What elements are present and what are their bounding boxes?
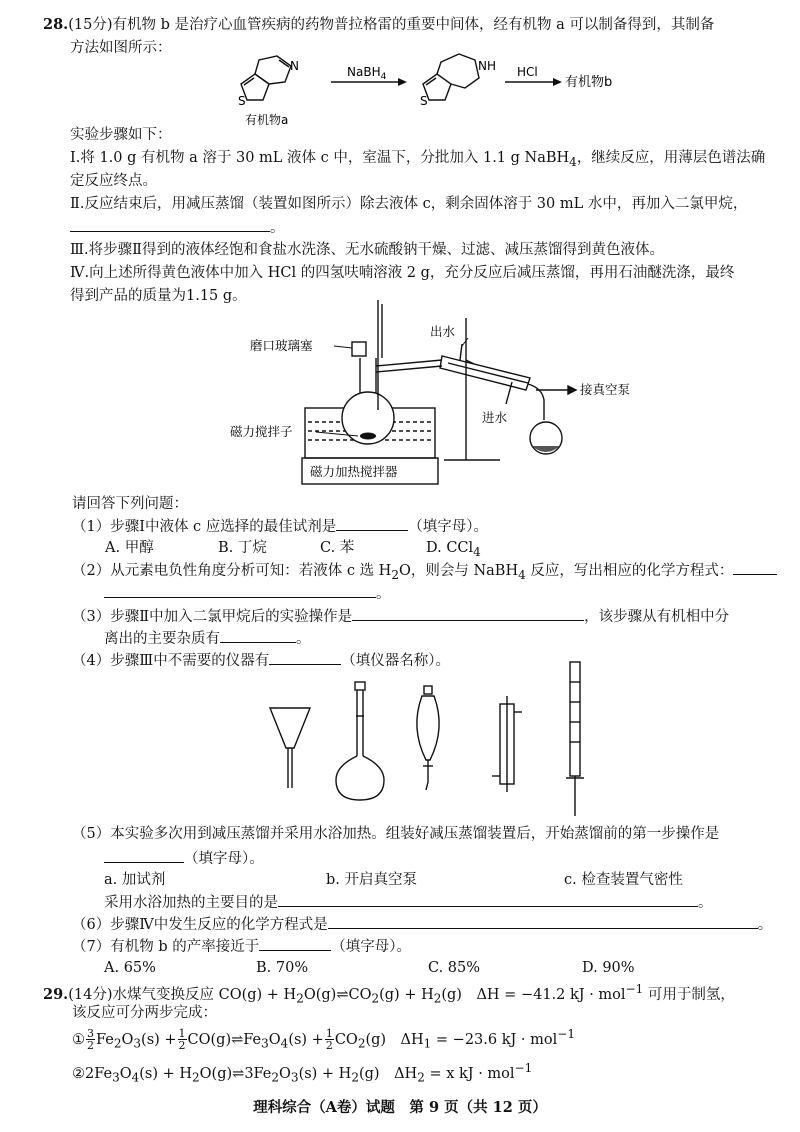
p1-blank[interactable] — [336, 516, 408, 531]
answer-prompt: 请回答下列问题： — [72, 496, 188, 512]
p1-option-a: A. 甲醇 — [105, 540, 154, 556]
condenser-icon — [492, 696, 522, 792]
equilibrium-arrow-icon: ⇌ — [231, 1031, 244, 1048]
step2-line2: 。 — [70, 217, 285, 239]
compound-a-s-atom: S — [238, 94, 246, 108]
compound-a-n-atom: N — [290, 59, 299, 73]
label-stir-bar: 磁力搅拌子 — [230, 424, 293, 439]
step1-line1: Ⅰ.将 1.0 g 有机物 a 溶于 30 mL 液体 c 中，室温下，分批加入 1.1 g NaBH$_4$，继续反应，用薄层色谱法确 — [70, 150, 766, 169]
q28-p6: （6）步骤Ⅳ中发生反应的化学方程式是 。 — [72, 914, 772, 936]
step4-line2: 得到产品的质量为1.15 g。 — [70, 288, 247, 304]
step3-line: Ⅲ.将步骤Ⅱ得到的液体经饱和食盐水洗涤、无水硫酸钠干燥、过滤、减压蒸馏得到黄色液体。 — [70, 242, 664, 258]
p5-blank-a[interactable] — [104, 848, 184, 863]
fraction-3-2: $\frac{3}{2}$ — [87, 1026, 94, 1053]
reagent-hcl: HCl — [517, 65, 538, 79]
p5-option-c: c. 检查装置气密性 — [564, 872, 683, 888]
q28-intro-line1 — [43, 14, 714, 36]
q28-p3-cont: 离出的主要杂质有 。 — [104, 628, 311, 650]
burette-icon — [566, 662, 584, 816]
intermediate-s-atom: S — [420, 94, 428, 108]
p3-blank-b[interactable] — [220, 628, 296, 643]
volumetric-flask-icon — [336, 682, 384, 800]
q29-reaction-1: ① $\frac{3}{2}$ $Fe_2O_3(s)$ + $\frac{1}{2}$ $CO(g)\rightleftharpoons Fe_3O_4(s)$ + $\frac{1}{2}$ $CO_2(g)$ $\Delta H_1 = -23.6$ kJ · mol$^{-1}$ — [72, 1026, 575, 1053]
fraction-1-2-a: $\frac{1}{2}$ — [178, 1026, 186, 1053]
arrow-2-head — [553, 78, 562, 86]
p5-option-b: b. 开启真空泵 — [326, 872, 417, 888]
label-vacuum: 接真空泵 — [580, 382, 631, 397]
q28-score: (15分) — [68, 17, 113, 33]
q28-p2: （2）从元素电负性角度分析可知：若液体 c 选 $H_2O$，则会与 NaBH$_4$ 反应，写出相应的化学方程式： — [72, 560, 777, 584]
q28-intro-text: 有机物 b 是治疗心血管疾病的药物普拉格雷的重要中间体，经有机物 a 可以制备得到，其制备 — [112, 17, 715, 33]
p7-option-c: C. 85% — [428, 960, 481, 976]
q29-score: (14分) — [68, 986, 113, 1003]
equilibrium-arrow-icon: ⇌ — [336, 986, 349, 1003]
p7-option-a: A. 65% — [104, 960, 156, 976]
p5-option-a: a. 加试剂 — [104, 872, 166, 888]
distillation-apparatus — [230, 300, 670, 490]
fraction-1-2-b: $\frac{1}{2}$ — [325, 1026, 333, 1053]
equilibrium-arrow-icon: ⇌ — [232, 1065, 245, 1082]
compound-a-label: 有机物a — [245, 113, 289, 127]
p5-blank-b[interactable] — [278, 892, 698, 907]
q28-p5-purpose: 采用水浴加热的主要目的是 。 — [104, 892, 713, 914]
page-footer: 理科综合（A卷）试题 第 9 页（共 12 页） — [253, 1099, 547, 1116]
intermediate-structure — [423, 54, 479, 100]
ground-glass-stopper — [352, 342, 366, 356]
step2-blank[interactable] — [70, 217, 270, 232]
p6-blank[interactable] — [328, 914, 758, 929]
reagent-nabh4: NaBH$_4$ — [347, 65, 387, 82]
condenser — [440, 356, 530, 390]
q28-p2-cont: 。 — [104, 583, 391, 605]
q28-p3: （3）步骤Ⅱ中加入二氯甲烷后的实验操作是 ，该步骤从有机相中分 — [72, 606, 729, 628]
q28-p4: （4）步骤Ⅲ中不需要的仪器有 （填仪器名称）。 — [72, 650, 450, 672]
p7-option-d: D. 90% — [582, 960, 635, 976]
steps-title: 实验步骤如下： — [70, 127, 172, 143]
label-water-in: 进水 — [482, 410, 508, 425]
q28-p5-cont: （填字母）。 — [104, 848, 264, 870]
q29-reaction-2: $②2Fe_3O_4(s)$ + $H_2O(g)\rightleftharpoons 3Fe_2O_3(s) + H_2(g)$ $\Delta H_2 = x$ kJ · mol$^{-1}$ — [72, 1061, 533, 1085]
label-stirrer: 磁力加热搅拌器 — [310, 464, 398, 479]
q28-p1: （1）步骤Ⅰ中液体 c 应选择的最佳试剂是 （填字母）。 — [72, 516, 488, 538]
funnel-icon — [270, 708, 310, 788]
intermediate-nh-label: NH — [478, 59, 496, 73]
p3-blank-a[interactable] — [352, 606, 584, 621]
p7-option-b: B. 70% — [256, 960, 309, 976]
p1-option-b: B. 丁烷 — [218, 540, 267, 556]
label-water-out: 出水 — [430, 324, 456, 339]
p2-blank-b[interactable] — [104, 583, 376, 598]
q28-p5: （5）本实验多次用到减压蒸馏并采用水浴加热。组装好减压蒸馏装置后，开始蒸馏前的第一步操作是 — [72, 826, 720, 842]
compound-a-structure — [241, 56, 291, 100]
q29-intro-line2: 该反应可分两步完成： — [72, 1005, 217, 1021]
q29-intro-line1: 29.(14分)水煤气变换反应 $CO(g) + H_2O(g)\rightleftharpoons CO_2(g) + H_2(g)$ ΔH = −41.2 kJ · mol$^{-1}$ 可用于制氢， — [43, 982, 735, 1006]
p1-option-c: C. 苯 — [320, 540, 355, 556]
p1-option-d: D. CCl$_4$ — [426, 540, 481, 559]
q29-number: 29. — [43, 985, 69, 1003]
arrow-1-head — [398, 78, 407, 86]
stir-bar — [360, 433, 376, 440]
label-stopper: 磨口玻璃塞 — [250, 338, 313, 353]
glassware-row — [260, 656, 600, 820]
q28-intro-line2: 方法如图所示： — [70, 40, 172, 56]
product-b-label: 有机物b — [565, 75, 613, 90]
step2-line1: Ⅱ.反应结束后，用减压蒸馏（装置如图所示）除去液体 c，剩余固体溶于 30 mL 水中，再加入二氯甲烷， — [70, 196, 748, 212]
q28-number: 28. — [43, 16, 69, 33]
separatory-funnel-icon — [417, 686, 439, 790]
p2-blank-a[interactable] — [733, 560, 777, 575]
step1-line2: 定反应终点。 — [70, 173, 157, 189]
reaction-scheme — [235, 52, 635, 130]
q28-p7: （7）有机物 b 的产率接近于 （填字母）。 — [72, 936, 411, 958]
step4-line1: Ⅳ.向上述所得黄色液体中加入 HCl 的四氢呋喃溶液 2 g，充分反应后减压蒸馏，再用石油醚洗涤，最终 — [70, 265, 735, 281]
p7-blank[interactable] — [259, 936, 331, 951]
